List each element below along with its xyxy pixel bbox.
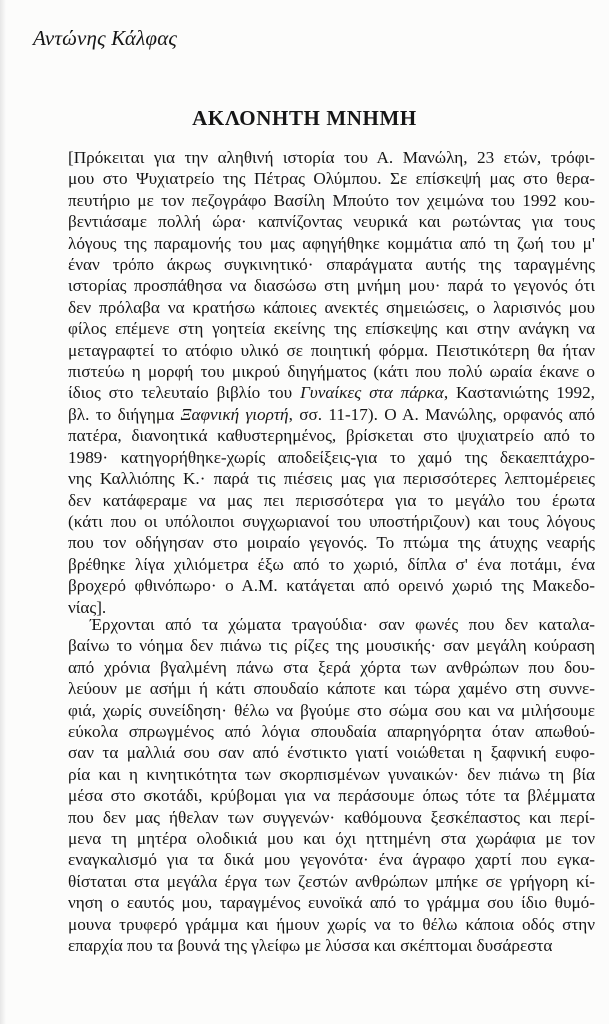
text-line: σαν τα μαλλιά σου σαν από ένστικτο γιατί νοιώθεται η ξαφνική ευφο- bbox=[68, 743, 595, 763]
text-line: πατέρα, διανοητικά καθυστερημένος, βρίσκεται στο ψυχιατρείο από το bbox=[68, 426, 595, 446]
running-head-author: Αντώνης Κάλφας bbox=[33, 26, 178, 50]
text-line: (κάτι που οι υπόλοιποι συγχωριανοί του υποστήριζουν) και τους λόγους bbox=[68, 511, 595, 531]
text-line: δεν κατάφεραμε να μας πει περισσότερα για το μεγάλο του έρωτα bbox=[68, 490, 595, 510]
text-line: λεύουν με ασήμι ή κάτι σπουδαίο κάποτε και τώρα χαμένο στη συννε- bbox=[68, 679, 595, 699]
text-line: επαρχία που τα βουνά της γλείφω με λύσσα και σκέπτομαι δυσάρεστα bbox=[68, 936, 553, 956]
text-line: θίσταται στα μεγάλα έργα των ζεστών ανθρώπων μπήκε σε γρήγορη κί- bbox=[68, 871, 595, 891]
text-line: νηση ο εαυτός μου, ταραγμένος ευνοϊκά από το γράμμα σου ίδιο θυμό- bbox=[68, 893, 595, 913]
text-line: βεντιάσαμε πολλή ώρα· καπνίζοντας νευρικά και ρωτώντας για τους bbox=[68, 212, 595, 232]
text-line: βλ. το διήγημα Ξαφνική γιορτή, σσ. 11-17). Ο Α. Μανώλης, ορφανός από bbox=[68, 404, 596, 424]
text-line: πιστεύω η μορφή του μικρού διηγήματος (κάτι που πολύ ωραία έκανε ο bbox=[68, 362, 595, 382]
text-line: ρία και η κινητικότητα των σκορπισμένων γυναικών· δεν πιάνω τη βία bbox=[68, 764, 595, 784]
text-line: βρέθηκε λίγα χιλιόμετρα έξω από το χωριό, δίπλα σ' ένα ποτάμι, ένα bbox=[68, 554, 595, 574]
text-line: μενα τη μητέρα ολοδικιά μου και όχι ηττημένη στα χωράφια με τον bbox=[68, 829, 595, 849]
text-line: φίλος επέμενε στη γοητεία εκείνης της επίσκεψης και στην ανάγκη να bbox=[68, 319, 595, 339]
text-line: ιστορίας προσπάθησα να διασώσω στη μνήμη μου· παρά το γεγονός ότι bbox=[68, 276, 595, 296]
text-line: εύκολα σπρωγμένος από λόγια σπουδαία απαρηγόρητα όταν απωθού- bbox=[68, 722, 595, 742]
text-line: νης Καλλιόπης Κ.· παρά τις πιέσεις μας για περισσότερες λεπτομέρειες bbox=[68, 469, 595, 489]
text-line: εναγκαλισμό για τα δικά μου γεγονότα· ένα άγραφο χαρτί που εγκα- bbox=[68, 850, 595, 870]
text-line: από χρόνια βγαλμένη πάνω στα ξερά χόρτα των ανθρώπων που δου- bbox=[68, 657, 595, 677]
text-line: Έρχονται από τα χώματα τραγούδια· σαν φωνές που δεν καταλα- bbox=[90, 615, 595, 634]
intro-paragraph bbox=[68, 147, 595, 618]
text-line: βροχερό φθινόπωρο· ο Α.Μ. κατάγεται από ορεινό χωριό της Μακεδο- bbox=[68, 576, 595, 596]
text-line: μεταγραφτεί το ατόφιο υλικό σε ποιητική φόρμα. Πειστικότερη θα ήταν bbox=[68, 340, 595, 360]
text-line: ίδιος στο τελευταίο βιβλίο του Γυναίκες στα πάρκα, Καστανιώτης 1992, bbox=[68, 383, 595, 403]
text-line: μέσα στο σκοτάδι, κρύβομαι για να περάσουμε όπως τότε τα βλέμματα bbox=[68, 786, 595, 806]
text-line: έναν τρόπο άκρως συγκινητικό· σπαράγματα αυτής της ταραγμένης bbox=[68, 255, 595, 275]
text-line: βαίνω το νόημα δεν πιάνω τις ρίζες της μουσικής· σαν μεγάλη κούραση bbox=[68, 636, 595, 656]
text-line: λόγους της παραμονής του μας αφηγήθηκε κομμάτια από τη ζωή του μ' bbox=[68, 233, 595, 253]
text-line: μουνα τρυφερό γράμμα και ήμουν χωρίς να το θέλω κάποια οδός στην bbox=[68, 914, 595, 934]
text-line: φιά, χωρίς συνείδηση· θέλω να βγούμε στο σώμα σου και να μιλήσουμε bbox=[68, 700, 595, 720]
text-line: μου στο Ψυχιατρείο της Πέτρας Ολύμπου. Σε επίσκεψή μας στο θερα- bbox=[68, 169, 595, 189]
text-line: νίας]. bbox=[68, 597, 107, 617]
text-line: [Πρόκειται για την αληθινή ιστορία του Α. Μανώλη, 23 ετών, τρόφι- bbox=[68, 148, 595, 167]
page-title: ΑΚΛΟΝΗΤΗ ΜΝΗΜΗ bbox=[192, 106, 417, 130]
text-line: δεν πρόλαβα να κρατήσω κάποιες ανεκτές σημειώσεις, ο λαρισινός μου bbox=[68, 297, 595, 317]
text-line: που δεν μας ήθελαν των συγγενών· καθόμουνα ξεσκέπαστος και περί- bbox=[68, 807, 595, 827]
text-line: 1989· κατηγορήθηκε-χωρίς αποδείξεις-για το χαμό της δεκαεπτάχρο- bbox=[68, 447, 595, 467]
page-edge-shadow bbox=[0, 0, 6, 1024]
narrative-paragraph bbox=[68, 614, 595, 957]
text-line: που τον οδήγησαν στο μοιραίο γεγονός. Το πτώμα της άτυχης νεαρής bbox=[68, 533, 595, 553]
text-line: πευτήριο με τον πεζογράφο Βασίλη Μπούτο τον χειμώνα του 1992 κου- bbox=[68, 190, 595, 210]
